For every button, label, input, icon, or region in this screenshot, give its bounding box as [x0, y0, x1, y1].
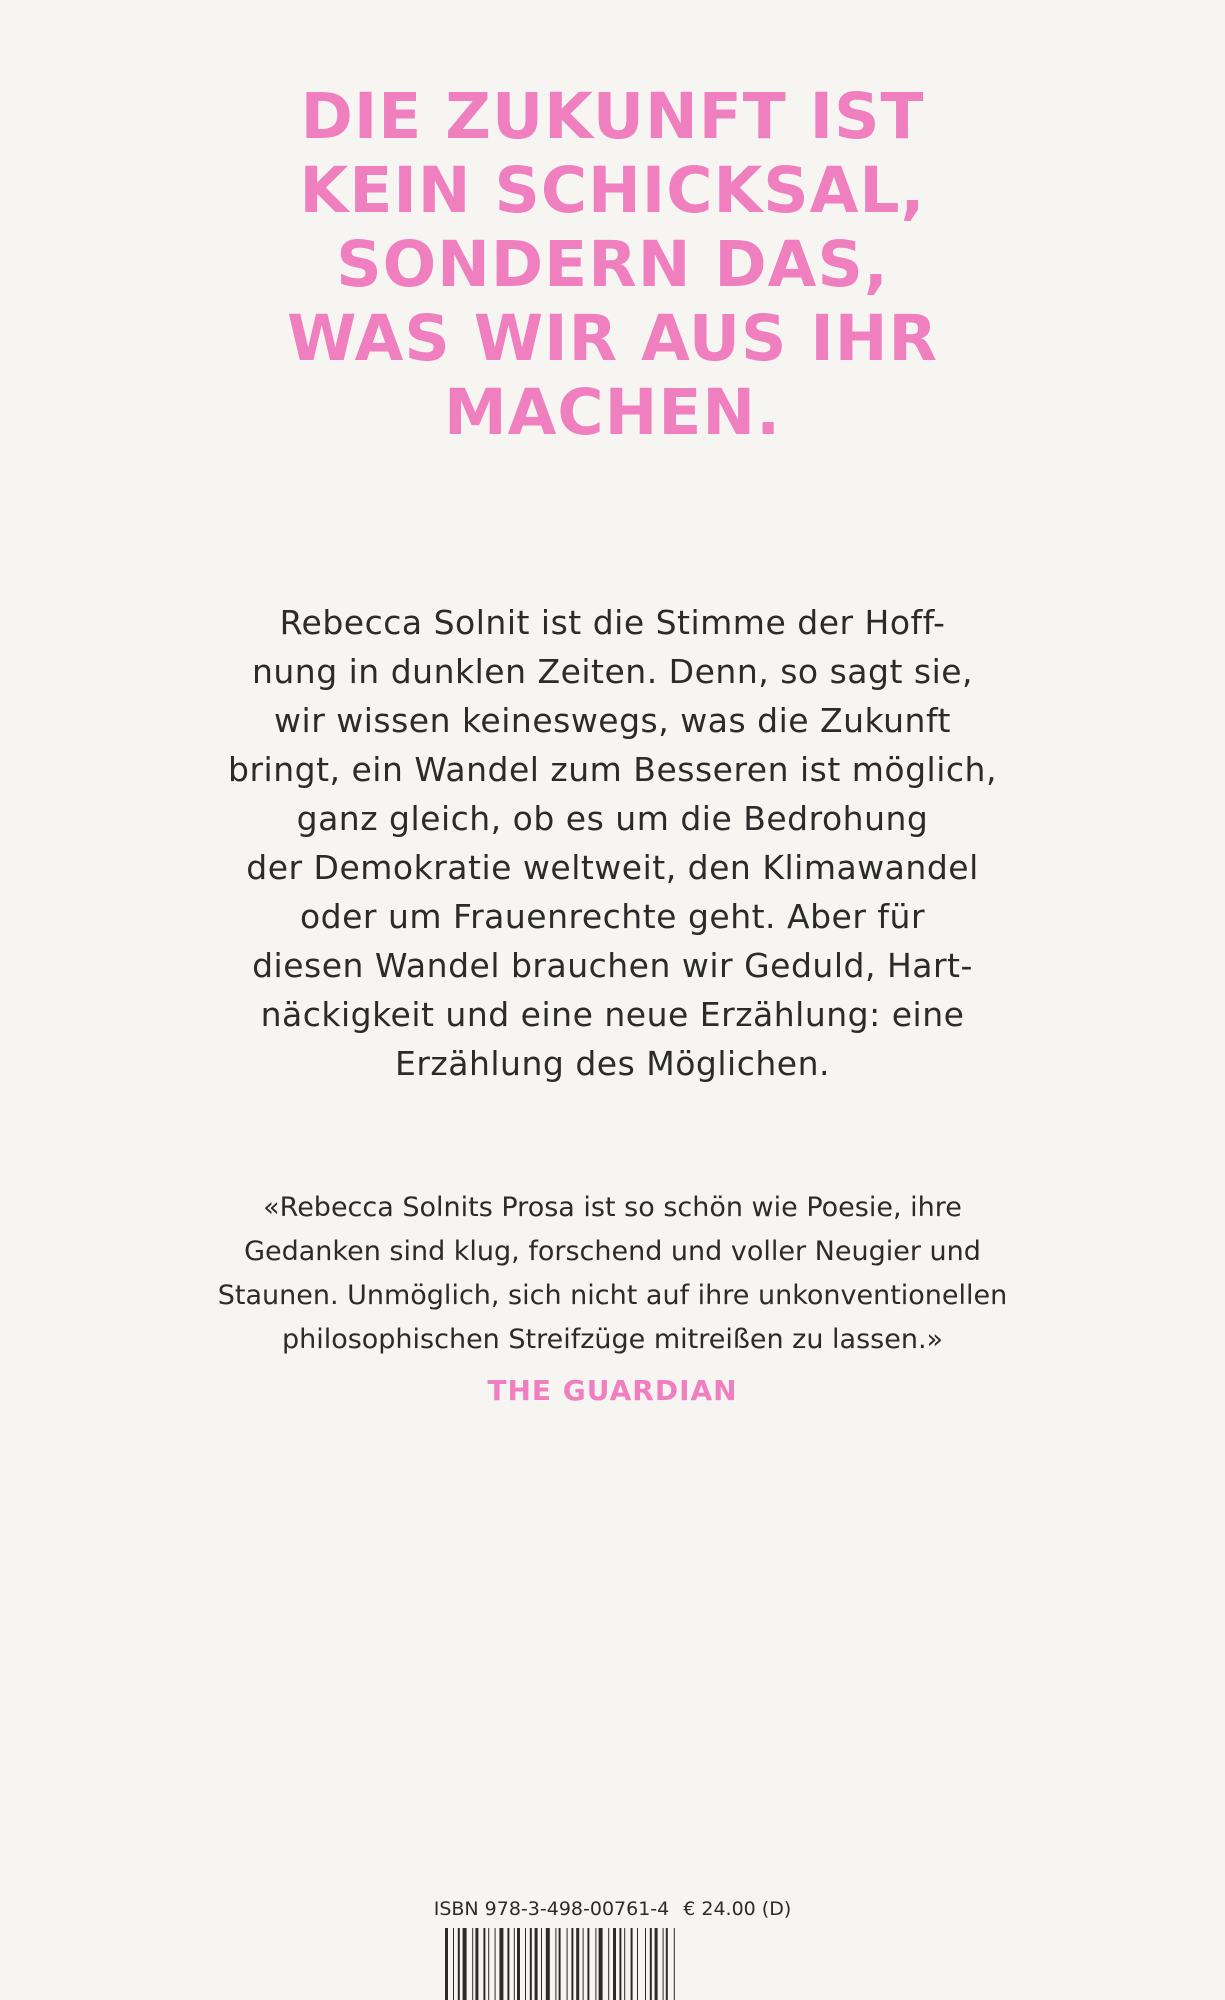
barcode-bar	[525, 1928, 526, 2000]
barcode-bar	[608, 1928, 609, 2000]
barcode-bar	[488, 1928, 489, 2000]
blurb-line: Rebecca Solnit ist die Stimme der Hoff-	[279, 603, 946, 642]
blurb-line: wir wissen keineswegs, was die Zukunft	[274, 701, 951, 740]
barcode-bar	[472, 1928, 473, 2000]
isbn-price-line	[0, 1898, 1225, 1920]
barcode-bar	[613, 1928, 616, 2000]
barcode-bar	[567, 1928, 568, 2000]
quote-line: Gedanken sind klug, forschend und voller Neugier und	[244, 1236, 981, 1267]
blurb-line: näckigkeit und eine neue Erzählung: eine	[260, 995, 965, 1034]
barcode-bar	[666, 1928, 668, 2000]
barcode-bar	[463, 1928, 467, 2000]
headline-line: DIE ZUKUNFT IST	[300, 80, 925, 153]
blurb-line: bringt, ein Wandel zum Besseren ist möglich,	[228, 750, 997, 789]
barcode-image	[445, 1928, 777, 2000]
press-quote	[0, 1186, 1225, 1362]
barcode-bar	[495, 1928, 496, 2000]
barcode-bar	[458, 1928, 460, 2000]
barcode-bar	[631, 1928, 633, 2000]
barcode-bar	[445, 1928, 448, 2000]
barcode-bar	[475, 1928, 478, 2000]
headline-line: MACHEN.	[443, 376, 782, 449]
headline-line: WAS WIR AUS IHR	[286, 302, 939, 375]
quote-line: «Rebecca Solnits Prosa ist so schön wie Poesie, ihre	[263, 1192, 962, 1223]
isbn-number: ISBN 978-3-498-00761-4	[433, 1898, 670, 1920]
blurb-text	[0, 598, 1225, 1088]
barcode-bar	[559, 1928, 561, 2000]
barcode-bar	[546, 1928, 550, 2000]
barcode-bar	[637, 1928, 638, 2000]
barcode-bar	[587, 1928, 589, 2000]
price-label: € 24.00 (D)	[683, 1898, 792, 1920]
barcode-bar	[595, 1928, 596, 2000]
barcode-bar	[499, 1928, 503, 2000]
barcode-bar	[483, 1928, 485, 2000]
barcode-bar	[555, 1928, 556, 2000]
barcode-bar	[517, 1928, 520, 2000]
blurb-line: oder um Frauenrechte geht. Aber für	[299, 897, 926, 936]
blurb-line: ganz gleich, ob es um die Bedrohung	[296, 799, 929, 838]
blurb-line: Erzählung des Möglichen.	[395, 1044, 830, 1083]
barcode-bar	[583, 1928, 584, 2000]
quote-line: philosophischen Streifzüge mitreißen zu lassen.»	[281, 1324, 944, 1355]
barcode-bar	[663, 1928, 664, 2000]
barcode-bar	[453, 1928, 454, 2000]
barcode-bar	[541, 1928, 542, 2000]
headline-line: SONDERN DAS,	[336, 228, 889, 301]
barcode-bar	[645, 1928, 646, 2000]
quote-source: THE GUARDIAN	[487, 1374, 738, 1407]
barcode-bar	[624, 1928, 625, 2000]
barcode-bar	[655, 1928, 658, 2000]
barcode-bar	[619, 1928, 621, 2000]
barcode-bar	[576, 1928, 579, 2000]
barcode-bar	[530, 1928, 532, 2000]
barcode-bar	[571, 1928, 573, 2000]
barcode-bar	[674, 1928, 675, 2000]
barcode-bar	[507, 1928, 509, 2000]
barcode-bar	[514, 1928, 515, 2000]
blurb-line: der Demokratie weltweit, den Klimawandel	[246, 848, 979, 887]
quote-line: Staunen. Unmöglich, sich nicht auf ihre unkonventionellen	[217, 1280, 1008, 1311]
barcode-bar	[535, 1928, 538, 2000]
headline	[0, 80, 1225, 450]
headline-line: KEIN SCHICKSAL,	[299, 154, 926, 227]
blurb-line: nung in dunklen Zeiten. Denn, so sagt sie,	[251, 652, 974, 691]
barcode-bar	[650, 1928, 652, 2000]
barcode-bar	[599, 1928, 603, 2000]
blurb-line: diesen Wandel brauchen wir Geduld, Hart-	[252, 946, 973, 985]
